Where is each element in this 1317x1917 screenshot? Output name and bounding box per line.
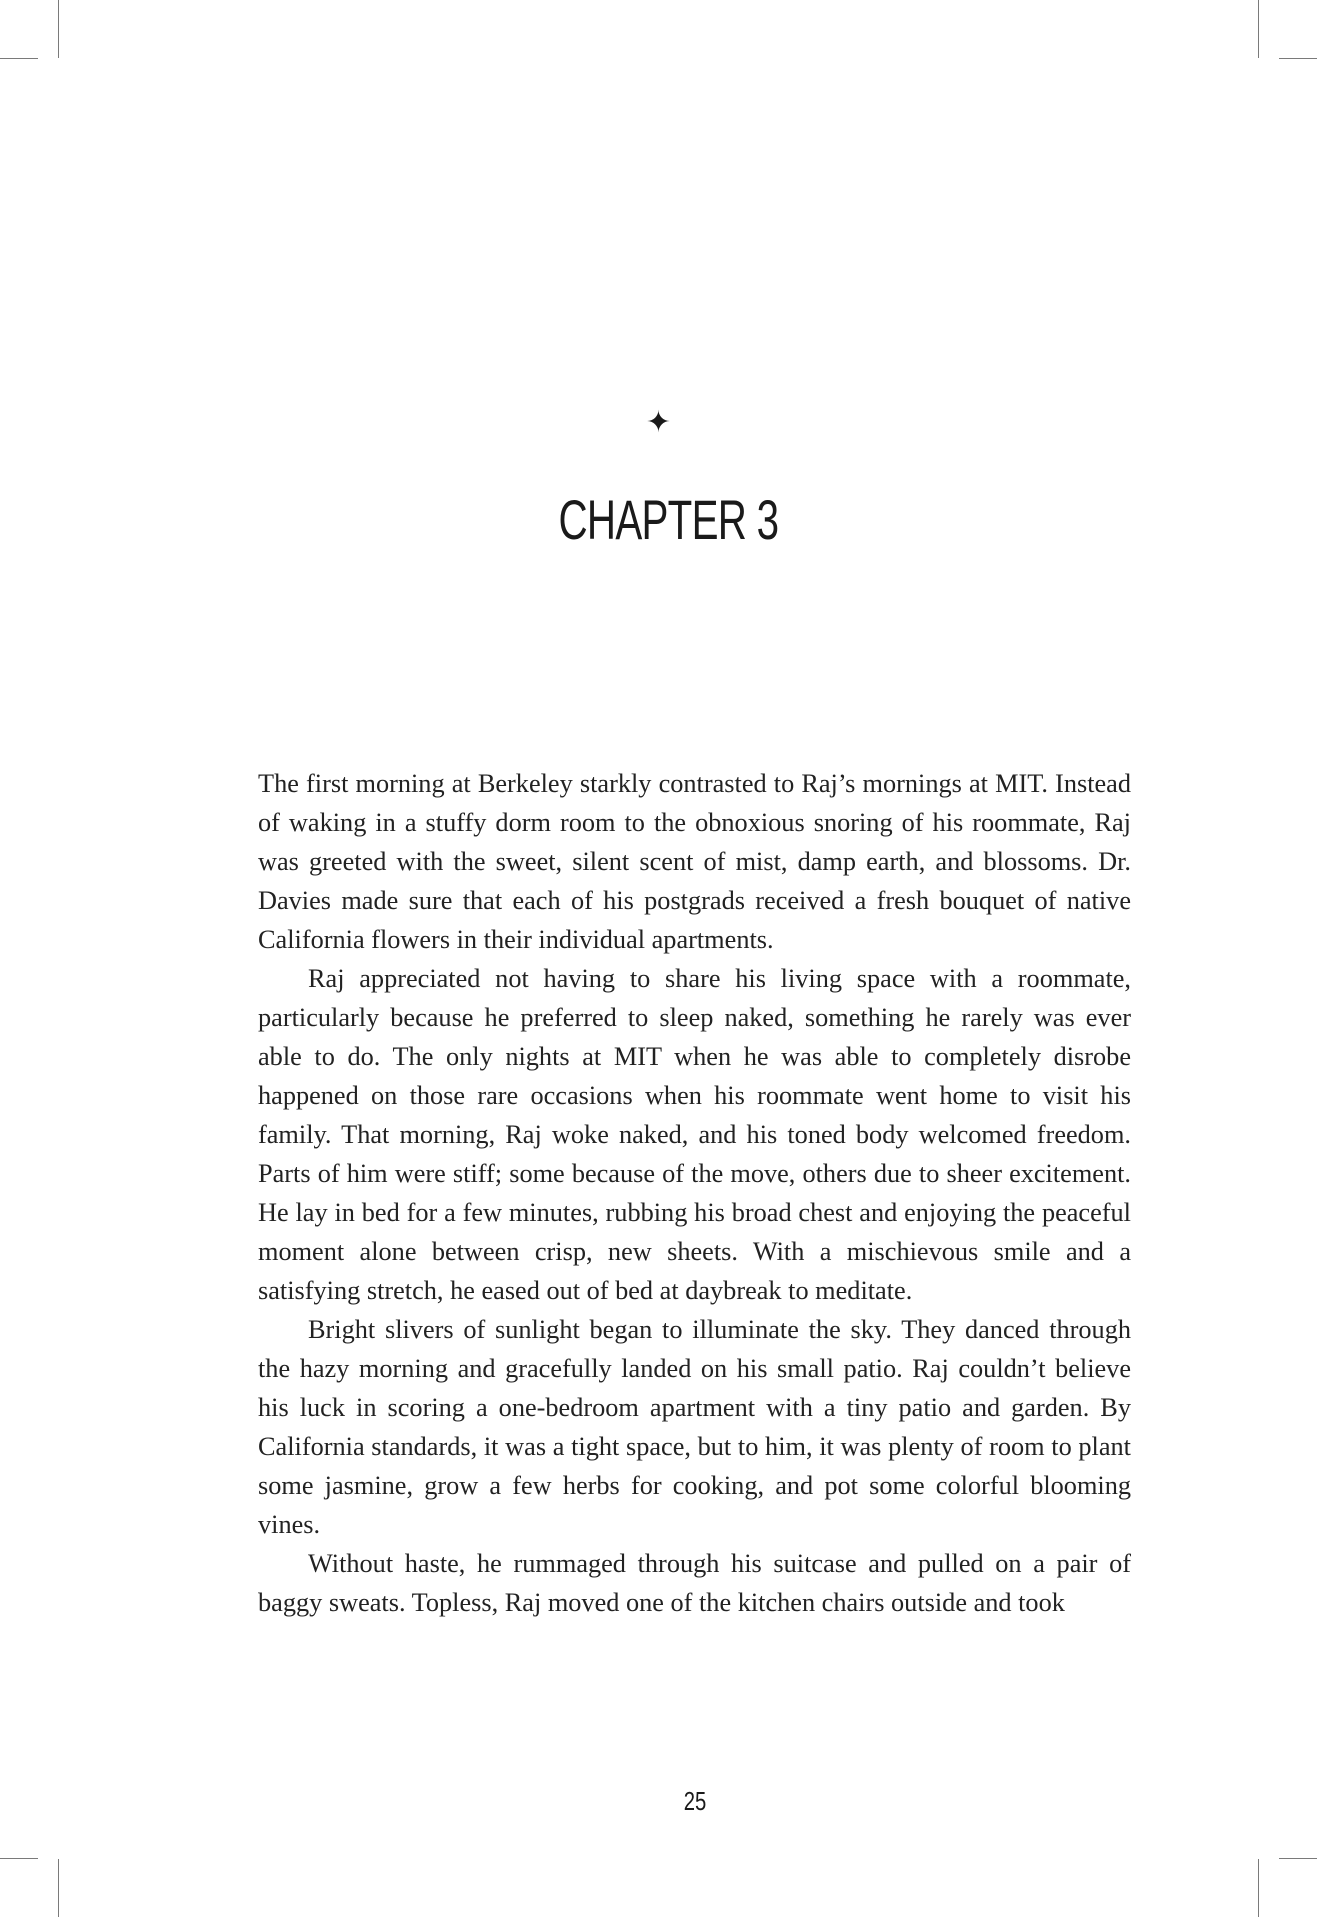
chapter-body xyxy=(258,764,1131,1622)
crop-mark-top-right-horizontal xyxy=(1279,58,1317,59)
crop-mark-top-right-vertical xyxy=(1258,0,1259,58)
crop-mark-bottom-right-horizontal xyxy=(1279,1858,1317,1859)
crop-mark-top-left-vertical xyxy=(58,0,59,58)
crop-mark-bottom-right-vertical xyxy=(1258,1859,1259,1917)
crop-mark-bottom-left-horizontal xyxy=(0,1858,38,1859)
crop-mark-bottom-left-vertical xyxy=(58,1859,59,1917)
crop-mark-top-left-horizontal xyxy=(0,58,38,59)
paragraph-3: Bright slivers of sunlight began to illuminate the sky. They danced through the hazy morning and gracefully landed on his small patio. Raj couldn’t believe his luck in scoring a one-bedroom apartment with a tiny patio and garden. By California standards, it was a tight space, but to him, it was plenty of room to plant some jasmine, grow a few herbs for cooking, and pot some colorful blooming vines. xyxy=(258,1315,1131,1539)
paragraph-1: The first morning at Berkeley starkly contrasted to Raj’s mornings at MIT. Instead of waking in a stuffy dorm room to the obnoxious snoring of his roommate, Raj was greeted with the sweet, silent scent of mist, damp earth, and blossoms. Dr. Davies made sure that each of his postgrads received a fresh bouquet of native California flowers in their individual apartments. xyxy=(258,769,1131,954)
page-number: 25 xyxy=(683,1786,707,1816)
paragraph-2: Raj appreciated not having to share his living space with a roommate, particularly because he preferred to sleep naked, something he rarely was ever able to do. The only nights at MIT when he was able to completely disrobe happened on those rare occasions when his roommate went home to visit his family. That morning, Raj woke naked, and his toned body welcomed freedom. Parts of him were stiff; some because of the move, others due to sheer excitement. He lay in bed for a few minutes, rubbing his broad chest and enjoying the peaceful moment alone between crisp, new sheets. With a mischievous smile and a satisfying stretch, he eased out of bed at daybreak to meditate. xyxy=(258,964,1131,1305)
chapter-title: CHAPTER 3 xyxy=(558,488,779,551)
paragraph-4: Without haste, he rummaged through his suitcase and pulled on a pair of baggy sweats. Topless, Raj moved one of the kitchen chairs outside and took xyxy=(258,1549,1131,1617)
star-ornament-icon: ✦ xyxy=(645,405,672,440)
